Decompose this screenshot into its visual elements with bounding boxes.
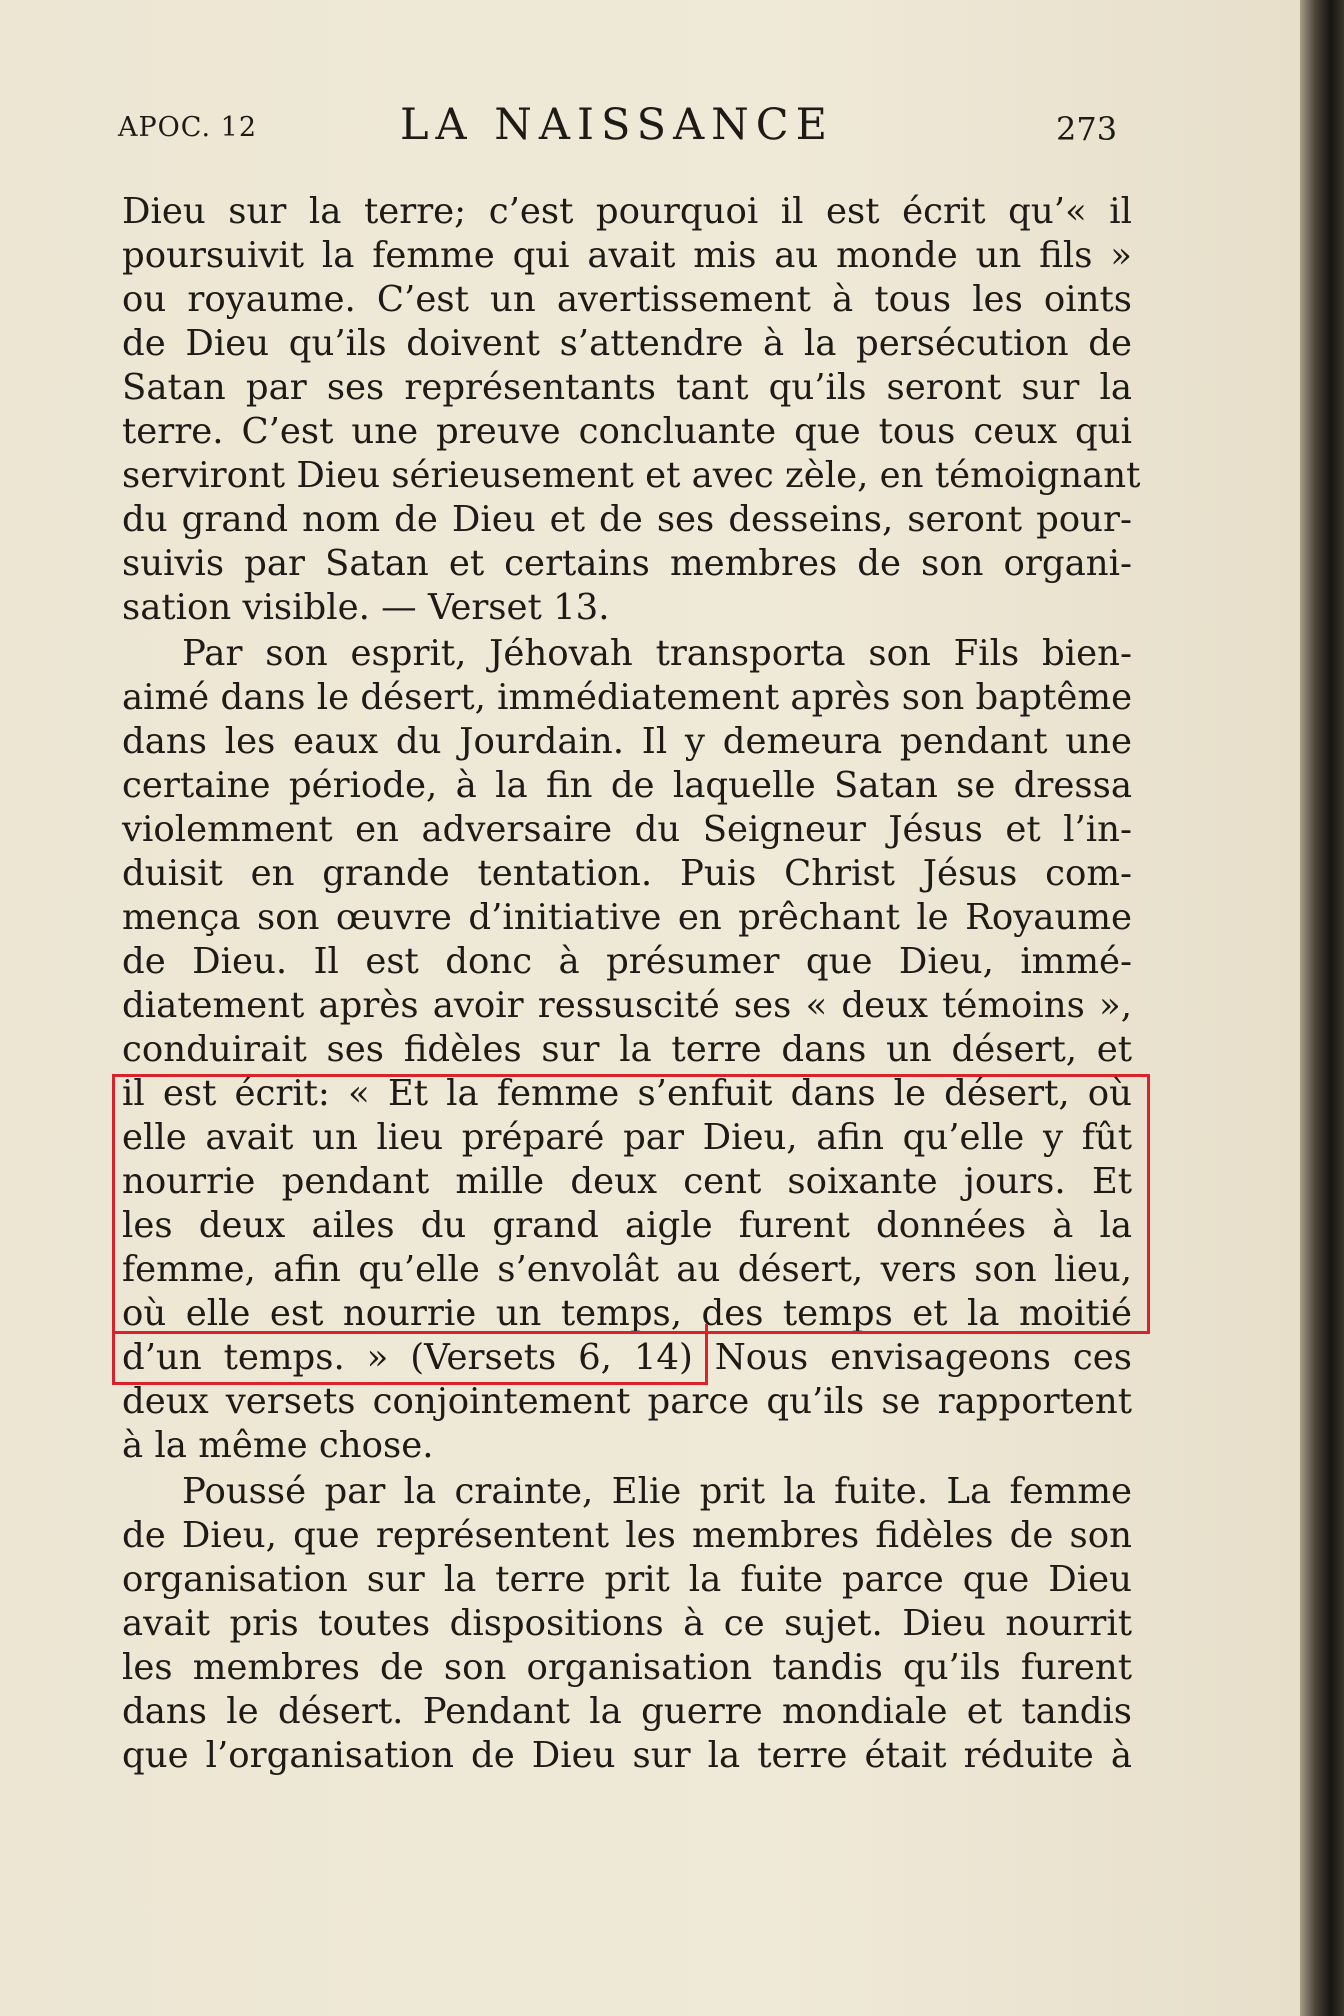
text-line: de Dieu, que représentent les membres fidèles de son [122, 1515, 1132, 1556]
text-line: certaine période, à la fin de laquelle Satan se dressa [122, 765, 1132, 806]
text-line: Poussé par la crainte, Elie prit la fuite. La femme [182, 1471, 1132, 1512]
text-line: dans les eaux du Jourdain. Il y demeura pendant une [122, 721, 1132, 762]
text-line: Par son esprit, Jéhovah transporta son Fils bien- [182, 633, 1132, 674]
text-line: à la même chose. [122, 1425, 434, 1466]
text-line: il est écrit: « Et la femme s’enfuit dans le désert, où [122, 1073, 1132, 1114]
text-line: femme, afin qu’elle s’envolât au désert, vers son lieu, [122, 1249, 1132, 1290]
text-line: Dieu sur la terre; c’est pourquoi il est écrit qu’« il [122, 191, 1132, 232]
book-spine-shadow [1300, 0, 1344, 2016]
text-line: suivis par Satan et certains membres de son organi- [122, 543, 1132, 584]
text-line: que l’organisation de Dieu sur la terre était réduite à [122, 1735, 1132, 1776]
text-line: les deux ailes du grand aigle furent données à la [122, 1205, 1132, 1246]
text-line: violemment en adversaire du Seigneur Jésus et l’in- [122, 809, 1132, 850]
text-line: terre. C’est une preuve concluante que tous ceux qui [122, 411, 1132, 452]
text-line: d’un temps. » (Versets 6, 14) Nous envisageons ces [122, 1337, 1132, 1378]
text-line: aimé dans le désert, immédiatement après son baptême [122, 677, 1133, 718]
text-line: mença son œuvre d’initiative en prêchant le Royaume [122, 897, 1132, 938]
text-line: elle avait un lieu préparé par Dieu, afin qu’elle y fût [122, 1117, 1132, 1158]
text-line: nourrie pendant mille deux cent soixante jours. Et [122, 1161, 1132, 1202]
text-line: serviront Dieu sérieusement et avec zèle, en témoignant [122, 455, 1141, 496]
text-line: sation visible. — Verset 13. [122, 587, 610, 628]
text-line: duisit en grande tentation. Puis Christ Jésus com- [122, 853, 1132, 894]
chapter-reference: APOC. 12 [118, 112, 258, 143]
page-number: 273 [1056, 110, 1118, 148]
text-line: Satan par ses représentants tant qu’ils seront sur la [122, 367, 1132, 408]
text-line: diatement après avoir ressuscité ses « deux témoins », [122, 985, 1132, 1026]
text-line: avait pris toutes dispositions à ce sujet. Dieu nourrit [122, 1603, 1132, 1644]
running-header [118, 100, 1118, 150]
text-line: du grand nom de Dieu et de ses desseins, seront pour- [122, 499, 1132, 540]
text-line: ou royaume. C’est un avertissement à tous les oints [122, 279, 1132, 320]
text-line: de Dieu qu’ils doivent s’attendre à la persécution de [122, 323, 1132, 364]
text-line: conduirait ses fidèles sur la terre dans un désert, et [122, 1029, 1132, 1070]
text-line: dans le désert. Pendant la guerre mondiale et tandis [122, 1691, 1132, 1732]
text-line: les membres de son organisation tandis qu’ils furent [122, 1647, 1132, 1688]
text-line: où elle est nourrie un temps, des temps et la moitié [122, 1293, 1132, 1334]
text-line: organisation sur la terre prit la fuite parce que Dieu [122, 1559, 1132, 1600]
text-line: de Dieu. Il est donc à présumer que Dieu, immé- [122, 941, 1132, 982]
text-line: deux versets conjointement parce qu’ils se rapportent [122, 1381, 1132, 1422]
running-title: LA NAISSANCE [400, 100, 835, 150]
text-line: poursuivit la femme qui avait mis au monde un fils » [122, 235, 1132, 276]
